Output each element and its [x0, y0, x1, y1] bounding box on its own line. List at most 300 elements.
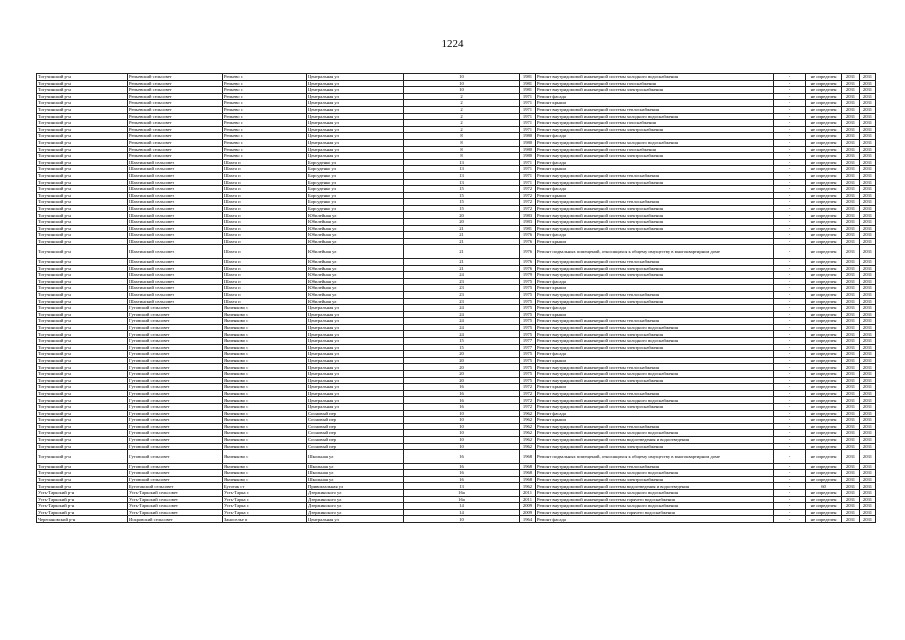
work-type-cell: Ремонт внутридомовой инженерной системы электроснабжения [536, 225, 774, 232]
cost-cell: не определен [806, 146, 842, 153]
street-cell: Центральная ул [307, 324, 404, 331]
council-cell: Гутовский сельсовет [128, 470, 223, 477]
district-cell: Тогучинский р-н [37, 245, 128, 259]
district-cell: Тогучинский р-н [37, 311, 128, 318]
house-cell: 23 [404, 278, 520, 285]
cost-cell: не определен [806, 199, 842, 206]
district-cell: Тогучинский р-н [37, 436, 128, 443]
dash-cell: - [774, 285, 806, 292]
work-type-cell: Ремонт фасада [536, 159, 774, 166]
house-cell: 24 [404, 305, 520, 312]
street-cell: Центральная ул [307, 344, 404, 351]
settlement-cell: Янченково с [223, 364, 307, 371]
table-row [37, 205, 876, 212]
work-type-cell: Ремонт крыши [536, 417, 774, 424]
year-to-cell: 2031 [860, 390, 876, 397]
council-cell: Репьевский сельсовет [128, 106, 223, 113]
work-type-cell: Ремонт внутридомовой инженерной системы теплоснабжения [536, 463, 774, 470]
table-row [37, 192, 876, 199]
table-row [37, 338, 876, 345]
street-cell: Юбилейная ул [307, 265, 404, 272]
district-cell: Тогучинский р-н [37, 470, 128, 477]
council-cell: Гутовский сельсовет [128, 404, 223, 411]
dash-cell: - [774, 324, 806, 331]
year-cell: 1971 [520, 106, 536, 113]
dash-cell: - [774, 100, 806, 107]
cost-cell: не определен [806, 410, 842, 417]
house-cell: 24 [404, 318, 520, 325]
street-cell: Школьная ул [307, 463, 404, 470]
district-cell: Тогучинский р-н [37, 410, 128, 417]
year-to-cell: 2031 [860, 106, 876, 113]
year-from-cell: 2031 [842, 404, 860, 411]
year-cell: 1976 [520, 265, 536, 272]
table-row [37, 423, 876, 430]
settlement-cell: Шахта п [223, 272, 307, 279]
street-cell: Борсуденко ул [307, 205, 404, 212]
council-cell: Репьевский сельсовет [128, 139, 223, 146]
year-to-cell: 2031 [860, 423, 876, 430]
street-cell: Борсуденко ул [307, 186, 404, 193]
dash-cell: - [774, 450, 806, 464]
dash-cell: - [774, 232, 806, 239]
year-from-cell: 2031 [842, 74, 860, 81]
year-from-cell: 2031 [842, 410, 860, 417]
settlement-cell: Репьево с [223, 93, 307, 100]
work-type-cell: Ремонт внутридомовой инженерной системы электроснабжения [536, 377, 774, 384]
settlement-cell: Репьево с [223, 74, 307, 81]
council-cell: Шахтинский сельсовет [128, 291, 223, 298]
council-cell: Шахтинский сельсовет [128, 212, 223, 219]
cost-cell: не определен [806, 232, 842, 239]
house-cell: 16 [404, 463, 520, 470]
year-from-cell: 2031 [842, 139, 860, 146]
cost-cell: не определен [806, 384, 842, 391]
year-cell: 1975 [520, 324, 536, 331]
house-cell: 23 [404, 285, 520, 292]
district-cell: Тогучинский р-н [37, 212, 128, 219]
street-cell: Центральная ул [307, 146, 404, 153]
year-to-cell: 2031 [860, 232, 876, 239]
district-cell: Тогучинский р-н [37, 285, 128, 292]
house-cell: 16 [404, 397, 520, 404]
cost-cell: не определен [806, 338, 842, 345]
house-cell: 16 [404, 390, 520, 397]
street-cell: Юбилейная ул [307, 225, 404, 232]
street-cell: Борсуденко ул [307, 172, 404, 179]
settlement-cell: Репьево с [223, 113, 307, 120]
cost-cell: не определен [806, 219, 842, 226]
dash-cell: - [774, 371, 806, 378]
district-cell: Усть-Таркский р-н [37, 509, 128, 516]
year-cell: 1962 [520, 423, 536, 430]
house-cell: 10 [404, 430, 520, 437]
council-cell: Шахтинский сельсовет [128, 192, 223, 199]
settlement-cell: Янченково с [223, 344, 307, 351]
district-cell: Тогучинский р-н [37, 120, 128, 127]
year-from-cell: 2031 [842, 503, 860, 510]
cost-cell: не определен [806, 272, 842, 279]
year-cell: 1971 [520, 126, 536, 133]
table-row [37, 384, 876, 391]
cost-cell: не определен [806, 80, 842, 87]
district-cell: Тогучинский р-н [37, 133, 128, 140]
street-cell: Центральная ул [307, 331, 404, 338]
cost-cell: не определен [806, 212, 842, 219]
council-cell: Гутовский сельсовет [128, 463, 223, 470]
district-cell: Тогучинский р-н [37, 265, 128, 272]
council-cell: Шахтинский сельсовет [128, 225, 223, 232]
house-cell: 8 [404, 139, 520, 146]
street-cell: Юбилейная ул [307, 219, 404, 226]
table-row [37, 410, 876, 417]
dash-cell: - [774, 192, 806, 199]
council-cell: Репьевский сельсовет [128, 74, 223, 81]
district-cell: Тогучинский р-н [37, 390, 128, 397]
year-cell: 2009 [520, 509, 536, 516]
work-type-cell: Ремонт внутридомовой инженерной системы электроснабжения [536, 331, 774, 338]
settlement-cell: Репьево с [223, 106, 307, 113]
year-to-cell: 2031 [860, 483, 876, 490]
year-cell: 1976 [520, 232, 536, 239]
district-cell: Тогучинский р-н [37, 443, 128, 450]
work-type-cell: Ремонт внутридомовой инженерной системы электроснабжения [536, 179, 774, 186]
year-from-cell: 2031 [842, 113, 860, 120]
year-to-cell: 2031 [860, 225, 876, 232]
house-cell: 15 [404, 344, 520, 351]
work-type-cell: Ремонт крыши [536, 384, 774, 391]
year-cell: 1975 [520, 291, 536, 298]
street-cell: Центральная ул [307, 120, 404, 127]
district-cell: Усть-Таркский р-н [37, 490, 128, 497]
work-type-cell: Ремонт внутридомовой инженерной системы водоотведения и водоотведения [536, 483, 774, 490]
year-from-cell: 2031 [842, 278, 860, 285]
cost-cell: не определен [806, 258, 842, 265]
street-cell: Центральная ул [307, 126, 404, 133]
cost-cell: не определен [806, 351, 842, 358]
work-type-cell: Ремонт внутридомовой инженерной системы теплоснабжения [536, 172, 774, 179]
cost-cell: не определен [806, 133, 842, 140]
council-cell: Гутовский сельсовет [128, 450, 223, 464]
council-cell: Шахтинский сельсовет [128, 219, 223, 226]
year-from-cell: 2031 [842, 219, 860, 226]
settlement-cell: Репьево с [223, 139, 307, 146]
table-row [37, 390, 876, 397]
dash-cell: - [774, 80, 806, 87]
year-to-cell: 2031 [860, 80, 876, 87]
year-from-cell: 2031 [842, 483, 860, 490]
year-from-cell: 2031 [842, 318, 860, 325]
house-cell: 16 [404, 384, 520, 391]
house-cell: 23 [404, 298, 520, 305]
year-from-cell: 2031 [842, 397, 860, 404]
cost-cell: не определен [806, 153, 842, 160]
council-cell: Гутовский сельсовет [128, 397, 223, 404]
dash-cell: - [774, 470, 806, 477]
district-cell: Тогучинский р-н [37, 139, 128, 146]
house-cell: 2 [404, 126, 520, 133]
year-to-cell: 2031 [860, 126, 876, 133]
year-cell: 1962 [520, 436, 536, 443]
cost-cell: не определен [806, 245, 842, 259]
house-cell: 20 [404, 371, 520, 378]
street-cell: Сосновый пер [307, 430, 404, 437]
district-cell: Тогучинский р-н [37, 153, 128, 160]
house-cell: 24 [404, 311, 520, 318]
year-to-cell: 2031 [860, 305, 876, 312]
district-cell: Тогучинский р-н [37, 463, 128, 470]
council-cell: Репьевский сельсовет [128, 113, 223, 120]
year-cell: 2009 [520, 503, 536, 510]
work-type-cell: Ремонт внутридомовой инженерной системы электроснабжения [536, 205, 774, 212]
dash-cell: - [774, 516, 806, 523]
year-to-cell: 2031 [860, 430, 876, 437]
year-to-cell: 2031 [860, 199, 876, 206]
house-cell: 23 [404, 291, 520, 298]
dash-cell: - [774, 113, 806, 120]
council-cell: Репьевский сельсовет [128, 80, 223, 87]
table-row [37, 80, 876, 87]
house-cell: 20 [404, 357, 520, 364]
year-to-cell: 2031 [860, 100, 876, 107]
settlement-cell: Усть-Тарка с [223, 490, 307, 497]
cost-cell: не определен [806, 291, 842, 298]
district-cell: Тогучинский р-н [37, 179, 128, 186]
street-cell: Юбилейная ул [307, 272, 404, 279]
cost-cell: не определен [806, 159, 842, 166]
street-cell: Юбилейная ул [307, 212, 404, 219]
street-cell: Дзержинского ул [307, 509, 404, 516]
council-cell: Гутовский сельсовет [128, 377, 223, 384]
house-cell: 10 [404, 87, 520, 94]
street-cell: Центральная ул [307, 516, 404, 523]
cost-cell: не определен [806, 377, 842, 384]
year-from-cell: 2031 [842, 153, 860, 160]
table-row [37, 324, 876, 331]
district-cell: Тогучинский р-н [37, 483, 128, 490]
settlement-cell: Янченково с [223, 351, 307, 358]
year-from-cell: 2031 [842, 338, 860, 345]
settlement-cell: Шахта п [223, 199, 307, 206]
street-cell: Дзержинского ул [307, 490, 404, 497]
street-cell: Дзержинского ул [307, 496, 404, 503]
work-type-cell: Ремонт внутридомовой инженерной системы холодного водоснабжения [536, 113, 774, 120]
work-type-cell: Ремонт внутридомовой инженерной системы электроснабжения [536, 265, 774, 272]
table-row [37, 417, 876, 424]
year-cell: 1980 [520, 153, 536, 160]
dash-cell: - [774, 298, 806, 305]
table-row [37, 377, 876, 384]
district-cell: Тогучинский р-н [37, 199, 128, 206]
settlement-cell: Янченково с [223, 476, 307, 483]
year-from-cell: 2031 [842, 377, 860, 384]
dash-cell: - [774, 186, 806, 193]
house-cell: 2 [404, 100, 520, 107]
cost-cell: не определен [806, 186, 842, 193]
house-cell: 14 [404, 509, 520, 516]
table-row [37, 265, 876, 272]
year-to-cell: 2031 [860, 364, 876, 371]
settlement-cell: Репьево с [223, 146, 307, 153]
council-cell: Гутовский сельсовет [128, 443, 223, 450]
district-cell: Тогучинский р-н [37, 219, 128, 226]
district-cell: Тогучинский р-н [37, 258, 128, 265]
year-from-cell: 2031 [842, 470, 860, 477]
work-type-cell: Ремонт внутридомовой инженерной системы электроснабжения [536, 443, 774, 450]
street-cell: Юбилейная ул [307, 245, 404, 259]
table-row [37, 298, 876, 305]
table-row [37, 172, 876, 179]
year-to-cell: 2031 [860, 344, 876, 351]
table-row [37, 278, 876, 285]
work-type-cell: Ремонт крыши [536, 166, 774, 173]
table-row [37, 364, 876, 371]
year-cell: 1971 [520, 100, 536, 107]
street-cell: Центральная ул [307, 139, 404, 146]
council-cell: Гутовский сельсовет [128, 351, 223, 358]
house-cell: 21 [404, 245, 520, 259]
district-cell: Тогучинский р-н [37, 344, 128, 351]
house-cell: 16а [404, 490, 520, 497]
cost-cell: не определен [806, 443, 842, 450]
street-cell: Борсуденко ул [307, 199, 404, 206]
work-type-cell: Ремонт внутридомовой инженерной системы холодного водоснабжения [536, 503, 774, 510]
settlement-cell: Янченково с [223, 318, 307, 325]
street-cell: Центральная ул [307, 390, 404, 397]
year-cell: 1968 [520, 450, 536, 464]
year-from-cell: 2031 [842, 225, 860, 232]
cost-cell: не определен [806, 205, 842, 212]
house-cell: 21 [404, 265, 520, 272]
year-to-cell: 2031 [860, 192, 876, 199]
year-to-cell: 2031 [860, 265, 876, 272]
table-row [37, 331, 876, 338]
work-type-cell: Ремонт внутридомовой инженерной системы электроснабжения [536, 126, 774, 133]
work-type-cell: Ремонт внутридомовой инженерной системы холодного водоснабжения [536, 490, 774, 497]
table-row [37, 179, 876, 186]
year-cell: 1976 [520, 245, 536, 259]
year-to-cell: 2031 [860, 503, 876, 510]
work-type-cell: Ремонт фасада [536, 278, 774, 285]
year-to-cell: 2031 [860, 311, 876, 318]
dash-cell: - [774, 265, 806, 272]
work-type-cell: Ремонт внутридомовой инженерной системы теплоснабжения [536, 423, 774, 430]
year-to-cell: 2031 [860, 74, 876, 81]
district-cell: Тогучинский р-н [37, 106, 128, 113]
street-cell: Центральная ул [307, 93, 404, 100]
council-cell: Гутовский сельсовет [128, 436, 223, 443]
dash-cell: - [774, 496, 806, 503]
year-to-cell: 2031 [860, 476, 876, 483]
year-cell: 1972 [520, 397, 536, 404]
year-cell: 1980 [520, 146, 536, 153]
year-to-cell: 2031 [860, 245, 876, 259]
settlement-cell: Шахта п [223, 245, 307, 259]
house-cell: 15 [404, 186, 520, 193]
council-cell: Репьевский сельсовет [128, 93, 223, 100]
district-cell: Тогучинский р-н [37, 351, 128, 358]
year-cell: 1968 [520, 470, 536, 477]
house-cell: 13 [404, 159, 520, 166]
work-type-cell: Ремонт внутридомовой инженерной системы электроснабжения [536, 298, 774, 305]
dash-cell: - [774, 318, 806, 325]
year-from-cell: 2031 [842, 291, 860, 298]
year-to-cell: 2031 [860, 159, 876, 166]
house-cell: 20 [404, 364, 520, 371]
settlement-cell: Шахта п [223, 298, 307, 305]
settlement-cell: Шахта п [223, 219, 307, 226]
council-cell: Гутовский сельсовет [128, 305, 223, 312]
year-from-cell: 2031 [842, 450, 860, 464]
year-cell: 1972 [520, 384, 536, 391]
table-row [37, 272, 876, 279]
council-cell: Гутовский сельсовет [128, 338, 223, 345]
settlement-cell: Шахта п [223, 291, 307, 298]
cost-cell: не определен [806, 192, 842, 199]
work-type-cell: Ремонт крыши [536, 192, 774, 199]
year-to-cell: 2031 [860, 153, 876, 160]
year-from-cell: 2031 [842, 311, 860, 318]
table-row [37, 291, 876, 298]
work-type-cell: Ремонт внутридомовой инженерной системы холодного водоснабжения [536, 139, 774, 146]
street-cell: Юбилейная ул [307, 285, 404, 292]
settlement-cell: Янченково с [223, 305, 307, 312]
cost-cell: не определен [806, 516, 842, 523]
table-row [37, 490, 876, 497]
dash-cell: - [774, 106, 806, 113]
table-row [37, 470, 876, 477]
work-type-cell: Ремонт внутридомовой инженерной системы электроснабжения [536, 212, 774, 219]
dash-cell: - [774, 463, 806, 470]
year-to-cell: 2031 [860, 417, 876, 424]
year-to-cell: 2031 [860, 404, 876, 411]
table-row [37, 258, 876, 265]
year-cell: 1972 [520, 199, 536, 206]
district-cell: Тогучинский р-н [37, 291, 128, 298]
year-to-cell: 2031 [860, 318, 876, 325]
street-cell: Школьная ул [307, 470, 404, 477]
table-row [37, 476, 876, 483]
district-cell: Тогучинский р-н [37, 397, 128, 404]
year-from-cell: 2031 [842, 80, 860, 87]
year-from-cell: 2031 [842, 423, 860, 430]
table-row [37, 344, 876, 351]
year-to-cell: 2031 [860, 351, 876, 358]
dash-cell: - [774, 258, 806, 265]
year-to-cell: 2031 [860, 450, 876, 464]
street-cell: Центральная ул [307, 384, 404, 391]
settlement-cell: Янченково с [223, 430, 307, 437]
year-from-cell: 2031 [842, 463, 860, 470]
table-row [37, 166, 876, 173]
settlement-cell: Усть-Тарка с [223, 509, 307, 516]
year-to-cell: 2031 [860, 384, 876, 391]
council-cell: Гутовский сельсовет [128, 324, 223, 331]
year-from-cell: 2031 [842, 265, 860, 272]
house-cell: 13 [404, 172, 520, 179]
settlement-cell: Янченково с [223, 324, 307, 331]
house-cell: 10 [404, 436, 520, 443]
dash-cell: - [774, 219, 806, 226]
year-from-cell: 2031 [842, 146, 860, 153]
council-cell: Шахтинский сельсовет [128, 298, 223, 305]
table-row [37, 87, 876, 94]
settlement-cell: Янченково с [223, 331, 307, 338]
year-cell: 1980 [520, 139, 536, 146]
settlement-cell: Шахта п [223, 212, 307, 219]
year-from-cell: 2031 [842, 106, 860, 113]
year-from-cell: 2031 [842, 87, 860, 94]
